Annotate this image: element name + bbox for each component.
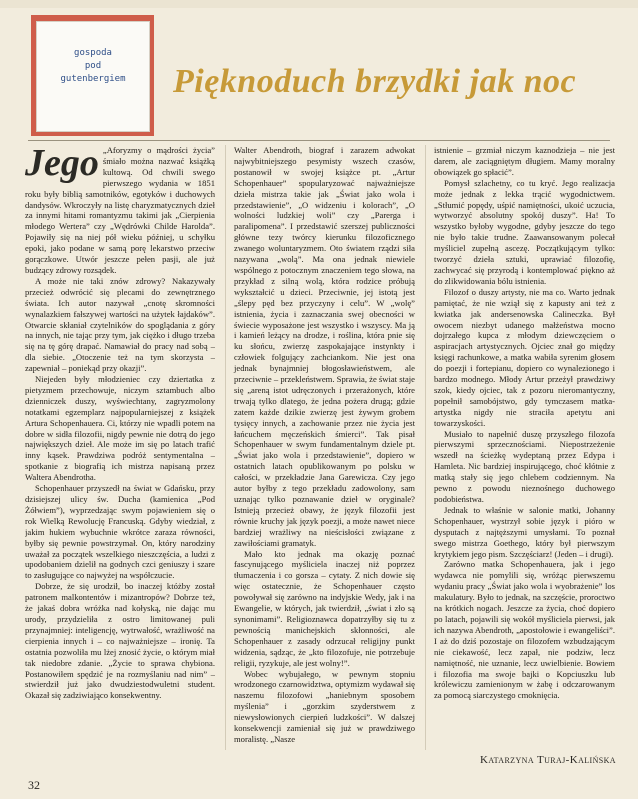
column-2 xyxy=(225,145,415,750)
logo-line-1: gospoda xyxy=(74,48,112,58)
column-1-paragraph-1 xyxy=(25,145,215,276)
column-3-paragraph-2: Pomysł szlachetny, co tu kryć. Jego realizacja może jednak z lekka trącić wygodnictwem. „Stłumić popędy, uśpić namiętności, ukoić uczucia, wytworzyć absolutny spokój duszy”. Ha! To wszystko byłoby wygodne, gdyby jeszcze do tego nie było takie trudne. Zaawansowanym polecał myśliciel zupełną ascezę. Początkującym tylko: tworzyć dzieła sztuki, uprawiać filozofię, zachwycać się przyrodą i kontemplować piękno aż do zlikwidowania bólu istnienia. xyxy=(434,177,615,286)
column-2-paragraph-1: Walter Abendroth, biograf i zarazem adwokat najwybitniejszego pesymisty wszech czasów, postanowił w swojej książce pt. „Artur Schopenhauer” spopularyzować najważniejsze dzieła mistrza takie jak „Świat jako wola i przedstawienie”, „O widzeniu i kolorach”, „O wolności ludzkiej woli” czy „Parerga i paralipomena”. I przedstawić szerszej publiczności główne tezy twórcy kierunku filozoficznego zwanego woluntaryzmem. Oto światem rządzi siła nazywana „wolą”. Ma ona jednak niewiele wspólnego z potocznym znaczeniem tego słowa, na przykład z silną wolą, która rodzice próbują wykształcić u dzieci. Przeciwnie, jej istotą jest „ślepy pęd bez przyczyny i celu”. W „wolę” istnienia, życia i zaznaczania swej obecności w świecie wyposażone jest wszystko i wszyscy. Ma ją i kamień leżący na drodze, i roślina, która pnie się ku słońcu, zwierzę zaspokajające instynkty i człowiek folgujący zachciankom. Nie jest ona jednak bynajmniej błogosławieństwem, ale przeciwnie – przekleństwem. Sprawia, że świat staje się „areną istot udręczonych i przerażonych, które trwają tylko dlatego, że jedna pożera drugą; gdzie zatem każde dzikie zwierzę jest żywym grobem tysięcy innych, a zachowanie przez nie życia jest łańcuchem męczeńskich śmierci”. Tak pisał Schopenhauer w swym fundamentalnym dziele pt. „Świat jako wola i przedstawienie”, dopiero w ostatnich latach opublikowanym po polsku w całości, w przekładzie Jana Garewicza. Czy jego autor byłby z tego przekładu zadowolony, sam uznając tylko poznawanie dzieł w oryginale? Istnieją przecież obawy, że język filozofii jest równie kruchy jak język poezji, a może nawet niece bardziej wrażliwy na nieścisłości związane z zawiłościami gramatyk. xyxy=(234,145,415,548)
page-number: 32 xyxy=(28,778,40,792)
article-columns xyxy=(25,145,615,750)
column-1 xyxy=(25,145,215,750)
column-3-paragraph-1: istnienie – grzmiał niczym kaznodzieja – nie jest darem, ale zaciągniętym długiem. Mamy moralny obowiązek go spłacić”. xyxy=(434,145,615,177)
author-byline: Katarzyna Turaj-Kalińska xyxy=(479,754,616,766)
logo-line-2: pod xyxy=(84,61,102,71)
column-3-paragraph-5: Jednak to właśnie w salonie matki, Johanny Schopenhauer, wystrzył sobie język i pióro w dysputach z najtęższymi umysłami. To poznał swego mistrza Goethego, który był pierwszym krytykiem jego pism. Szczęściarz! (Jeden – i drugi). xyxy=(434,504,615,559)
column-logo-inner xyxy=(36,21,150,132)
page-top-edge xyxy=(0,0,638,8)
column-2-paragraph-2: Mało kto jednak ma okazję poznać fascynującego myśliciela inaczej niż poprzez tłumaczenia i co gorsza – cytaty. Z nich dowie się więc ostatecznie, że Schopenhauer często powoływał się zarówno na indyjskie Wedy, jak i na Ewangelie, w których, jak twierdził, „świat i zło są synonimami”. Religioznawca dopatrzyłby się tu z pewnością manichejskich skłonności, ale Schopenhauer z zasady odrzucał religijny punkt widzenia, sądząc, że „kto filozofuje, nie potrzebuje religii, ryzykuje, ale jest wolny!”. xyxy=(234,548,415,668)
column-2-paragraph-3: Wobec wybujałego, w pewnym stopniu wrodzonego czarnowidztwa, optymizm wydawał się naszemu filozofowi „haniebnym sposobem myślenia” i „gorzkim szyderstwem z niewysłowionych cierpień ludzkości”. W dalszej konsekwencji zamieniał się już w prawdziwego moralistę. „Nasze xyxy=(234,668,415,744)
column-3-paragraph-3: Filozof o duszy artysty, nie ma co. Warto jednak pamiętać, że nie wziął się z kapusty ani też z kwiatka jak andersenowska Calineczka. Był owocem niezbyt udanego małżeństwa mocno dojrzałego kupca z młodym dziewczęciem o aspiracjach artystycznych. Ojciec znał go między księgi rachunkowe, a matka wabiła syrenim głosem do poezji i fortepianu, dopiero co wynalezionego i bardzo modnego. Młody Artur przeżył prawdziwy szok, kiedy ojciec, tak z pozoru nieromantyczny, popełnił samobójstwo, gdy tymczasem matka-artystka nigdy nie straciła apetytu ani towarzyskości. xyxy=(434,286,615,428)
column-3-paragraph-6: Zarówno matka Schopenhauera, jak i jego wydawca nie pomylili się, wróżąc pierwszemu wydaniu pracy „Świat jako wola i wyobrażenie” los makulatury. Było to jednak, na szczęście, proroctwo na krótkich nogach. Jeszcze za życia, choć dopiero po latach, pojawili się wokół myśliciela pierwsi, jak ich nazywa Abendroth, „apostołowie i ewangeliści”. I aż do dziś pozostaje on filozofem wzbudzającym nie ciekawość, lecz zapał, nie podziw, lecz namiętność, nie uznanie, lecz uwielbienie. Bowiem i filozofia ma swoje bajki o Kopciuszku lub królewiczu zamienionym w żabę i odczarowanym za pomocą siarczystego cmoknięcia. xyxy=(434,559,615,701)
drop-cap: Jego xyxy=(25,145,99,184)
column-logo xyxy=(31,15,154,136)
header-rule xyxy=(28,140,610,141)
column-1-paragraph-4: Schopenhauer przyszedł na świat w Gdańsku, przy dzisiejszej ulicy św. Ducha (kamienica „Pod Żółwiem”), wyprzedzając swym pojawieniem się o rok Wielką Rewolucję Francuską. Gdyby wiedział, z jakim hukiem wybuchnie wkrótce zaraza równości, byłby się pewnie powstrzymał. On, który narodziny uważał za początek wszelkiego nieszczęścia, a ludzi z upodobaniem dzielił na godnych czci geniuszy i szare to zasługujące co najwyżej na współczucie. xyxy=(25,483,215,581)
column-1-paragraph-2: A może nie taki znów zdrowy? Nakazywały przecież odwrócić się plecami do zewnętrznego świata. Ich autor nazywał „cnotę skromności wynalazkiem fałszywej wartości na użytek łajdaków”. Otwarcie skłaniał czytelników do spoglądania z góry na innych, nie tając przy tym, jak ciężko i długo trzeba się na tę górę drapać. Namawiał do pracy nad sobą – dla siebie. „Otoczenie też na tym skorzysta – zapewniał – poniekąd przy okazji”. xyxy=(25,275,215,374)
logo-line-3: gutenbergiem xyxy=(60,74,126,84)
column-1-paragraph-5: Dobrze, że się urodził, bo inaczej któżby został patronem malkontentów i mizantropów? Dobrze też, że jakaś dobra wróżka nad kołyską, nie dając mu urody, przydzieliła z ostro limitowanej puli przynajmniej: inteligencję, wytrwałość, wrażliwość na cierpienia innych i – co najważniejsze – ironię. Ta ostatnia pozwoliła mu lżej znosić życie, o którym miał tak niedobre zdanie. „Życie to sprawa chybiona. Postanowiłem spędzić je na rozmyślaniu nad nim” – stwierdził już jako dwudziestodwuletni student. Okazał się zadziwiająco konsekwentny. xyxy=(25,581,215,701)
column-1-paragraph-1-text: „Aforyzmy o mądrości życia” śmiało można nazwać książką kultową. Od chwili swego pierwszego wydania w 1851 roku były biblią samotników, egotyków i duchowych dandysów. Wkroczyły na listę charyzmatycznych dzieł za innymi hitami romantyzmu takimi jak „Cierpienia młodego Wertera” czy „Wędrówki Childe Harolda”. Pojawiły się na niej pół wieku później, u schyłku epoki, jako podane w samą porę lekarstwo przeciw gorączkowe. Utwór jeszcze pełen pasji, ale już budzący zdrowy rozsądek. xyxy=(25,145,215,275)
column-3-paragraph-4: Musiało to napełnić duszę przyszłego filozofa pierwszymi sprzecznościami. Niepostrzeżenie wszedł na ścieżkę wydeptaną przez Edypa i Hamleta. Nic bardziej inspirującego, choć kłótnie z matką stały się jego chlebem codziennym. Na pewno z powodu nieznośnego duchowego podobieństwa. xyxy=(434,428,615,504)
article-headline: Pięknoduch brzydki jak noc xyxy=(173,63,577,100)
column-1-paragraph-3: Niejeden były młodzieniec czy dziertatka z pietyzmem przechowuje, niczym sztambuch albo dzienniczek duszy, wyświechtany, zagryzmolony notatkami egzemplarz najpopularniejszej z książek Artura Schopenhauera. Ci, którzy nie wpadli potem na dobre w sidła filozofii, nigdy pewnie nie dotrą do jego największych dzieł. Ale może im się po latach trafić inny kąsek. Prawdziwa podróż sentymentalna – spotkanie z biografią ich mistrza napisaną przez Waltera Abendrotha. xyxy=(25,374,215,483)
column-3 xyxy=(425,145,615,750)
logo-text xyxy=(43,46,143,87)
